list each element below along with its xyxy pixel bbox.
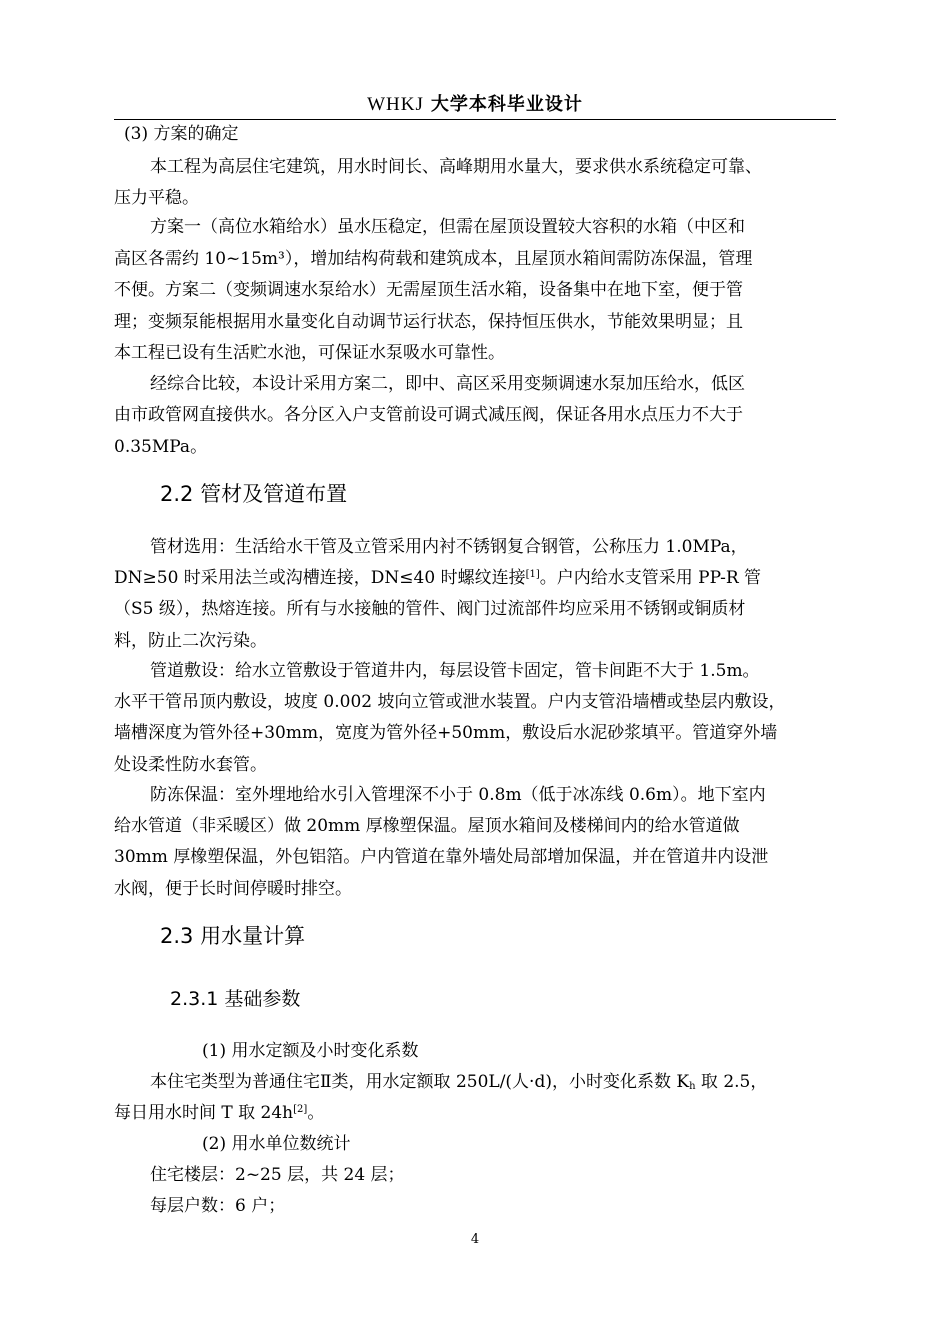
section-heading-2-3-1: 2.3.1 基础参数 (170, 988, 301, 1010)
paragraph-line: 给水管道（非采暖区）做 20mm 厚橡塑保温。屋顶水箱间及楼梯间内的给水管道做 (114, 816, 740, 836)
paragraph-line: （S5 级），热熔连接。所有与水接触的管件、阀门过流部件均应采用不锈钢或铜质材 (114, 599, 746, 619)
paragraph-line: 压力平稳。 (114, 188, 199, 208)
paragraph-line: 住宅楼层：2~25 层，共 24 层； (150, 1165, 405, 1185)
paragraph-line: 理；变频泵能根据用水量变化自动调节运行状态，保持恒压供水，节能效果明显；且 (114, 312, 743, 332)
scheme-subheading: (3) 方案的确定 (124, 124, 239, 144)
paragraph-line: 防冻保温：室外埋地给水引入管埋深不小于 0.8m（低于冰冻线 0.6m）。地下室内 (150, 785, 766, 805)
text-run: 每日用水时间 T 取 24h (114, 1103, 294, 1123)
paragraph-line: 水平干管吊顶内敷设，坡度 0.002 坡向立管或泄水装置。户内支管沿墙槽或垫层内敷设， (114, 692, 786, 712)
paragraph-line: 处设柔性防水套管。 (114, 755, 267, 775)
header-title: 大学本科毕业设计 (430, 94, 583, 115)
paragraph-line: 高区各需约 10~15m³），增加结构荷载和建筑成本，且屋顶水箱间需防冻保温，管理 (114, 249, 753, 269)
paragraph-line: 由市政管网直接供水。各分区入户支管前设可调式减压阀，保证各用水点压力不大于 (114, 405, 743, 425)
section-heading-2-2: 2.2 管材及管道布置 (160, 482, 348, 506)
paragraph-line: 管道敷设：给水立管敷设于管道井内，每层设管卡固定，管卡间距不大于 1.5m。 (150, 661, 760, 681)
text-run: 。 (307, 1103, 325, 1123)
list-item: (1) 用水定额及小时变化系数 (202, 1041, 419, 1061)
page-header (114, 90, 836, 116)
paragraph-line (114, 1102, 324, 1124)
paragraph-line: 不便。方案二（变频调速水泵给水）无需屋顶生活水箱，设备集中在地下室，便于管 (114, 280, 743, 300)
text-run: DN≥50 时采用法兰或沟槽连接，DN≤40 时螺纹连接 (114, 568, 526, 588)
citation-ref: [2] (293, 1104, 308, 1115)
header-rule (114, 119, 836, 120)
section-heading-2-3: 2.3 用水量计算 (160, 924, 306, 948)
paragraph-line: 0.35MPa。 (114, 437, 208, 457)
paragraph-line: 料，防止二次污染。 (114, 631, 267, 651)
text-run: 取 2.5， (695, 1072, 768, 1092)
paragraph-line: 墙槽深度为管外径+30mm，宽度为管外径+50mm，敷设后水泥砂浆填平。管道穿外墙 (114, 723, 778, 743)
page-number: 4 (470, 1232, 480, 1247)
paragraph-line (150, 1071, 767, 1093)
text-run: 本住宅类型为普通住宅Ⅱ类，用水定额取 250L/(人·d)，小时变化系数 K (150, 1072, 690, 1092)
subscript: h (689, 1081, 696, 1092)
text-run: 。户内给水支管采用 PP-R 管 (539, 568, 762, 588)
paragraph-line: 经综合比较，本设计采用方案二，即中、高区采用变频调速水泵加压给水，低区 (150, 374, 745, 394)
paragraph-line: 30mm 厚橡塑保温，外包铝箔。户内管道在靠外墙处局部增加保温，并在管道井内设泄 (114, 847, 769, 867)
list-item: (2) 用水单位数统计 (202, 1134, 351, 1154)
paragraph-line: 本工程已设有生活贮水池，可保证水泵吸水可靠性。 (114, 343, 505, 363)
header-prefix: WHKJ (367, 94, 424, 115)
paragraph-line: 方案一（高位水箱给水）虽水压稳定，但需在屋顶设置较大容积的水箱（中区和 (150, 217, 745, 237)
paragraph-line: 每层户数：6 户； (150, 1196, 286, 1216)
paragraph-line: 本工程为高层住宅建筑，用水时间长、高峰期用水量大，要求供水系统稳定可靠、 (150, 157, 762, 177)
citation-ref: [1] (525, 569, 540, 580)
paragraph-line: 管材选用：生活给水干管及立管采用内衬不锈钢复合钢管，公称压力 1.0MPa， (150, 537, 748, 557)
paragraph-line: 水阀，便于长时间停暖时排空。 (114, 879, 352, 899)
paragraph-line (114, 567, 761, 589)
